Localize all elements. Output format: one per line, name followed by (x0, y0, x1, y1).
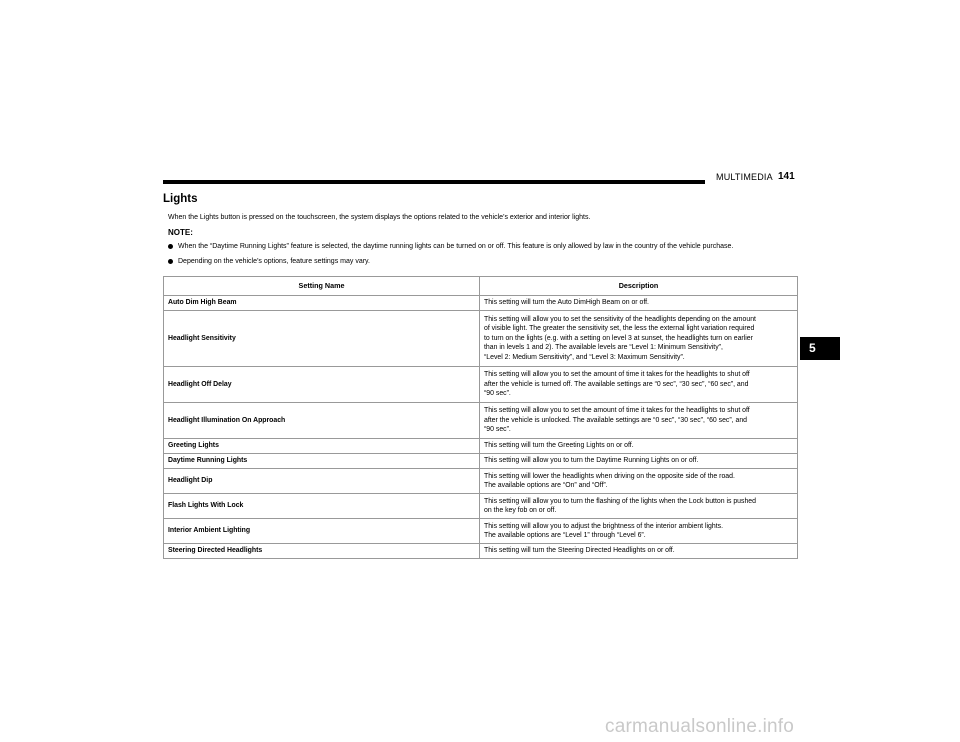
table-row (164, 367, 798, 403)
setting-name-cell: Headlight Off Delay (164, 367, 480, 403)
setting-name-cell: Auto Dim High Beam (164, 296, 480, 311)
note-bullet-text: When the “Daytime Running Lights” feature is selected, the daytime running lights can be turned on or off. This feature is only allowed by law in the country of the vehicle purchase. (178, 243, 734, 250)
description-cell: This setting will allow you to turn the flashing of the lights when the Lock button is pushed on the key fob on or off. (480, 494, 798, 519)
bullet-icon (168, 259, 173, 264)
note-bullet (168, 257, 733, 272)
setting-name-cell: Greeting Lights (164, 439, 480, 454)
description-cell: This setting will lower the headlights when driving on the opposite side of the road. The available options are “On” and “Off”. (480, 469, 798, 494)
watermark: carmanualsonline.info (605, 716, 795, 737)
setting-name-cell: Steering Directed Headlights (164, 544, 480, 559)
chapter-tab: 5 (800, 337, 840, 360)
setting-name-cell: Headlight Sensitivity (164, 311, 480, 367)
setting-name-cell: Headlight Illumination On Approach (164, 403, 480, 439)
setting-name-cell: Interior Ambient Lighting (164, 519, 480, 544)
description-cell: This setting will turn the Auto DimHigh Beam on or off. (480, 296, 798, 311)
table-row (164, 454, 798, 469)
bullet-icon (168, 244, 173, 249)
description-cell: This setting will turn the Greeting Lights on or off. (480, 439, 798, 454)
column-header-description: Description (480, 277, 798, 296)
description-cell: This setting will allow you to adjust the brightness of the interior ambient lights. The available options are “Level 1” through “Level 6”. (480, 519, 798, 544)
table-row (164, 469, 798, 494)
table-header-row (164, 277, 798, 296)
section-title: Lights (163, 193, 198, 205)
table-row (164, 544, 798, 559)
column-header-setting-name: Setting Name (164, 277, 480, 296)
page-number: 141 (778, 171, 795, 182)
description-cell: This setting will allow you to set the sensitivity of the headlights depending on the amount of visible light. The greater the sensitivity set, the less the external light variation required to turn on the lights (e.g. with a setting on level 3 at sunset, the headlights turn on earlier than in levels 1 and 2). The available levels are “Level 1: Minimum Sensitivity”, “Level 2: Medium Sensitivity”, and “Level 3: Maximum Sensitivity”. (480, 311, 798, 367)
table-row (164, 296, 798, 311)
intro-paragraph: When the Lights button is pressed on the touchscreen, the system displays the options related to the vehicle’s exterior and interior lights. (168, 214, 591, 221)
setting-name-cell: Headlight Dip (164, 469, 480, 494)
settings-table (163, 276, 798, 559)
running-header-section: MULTIMEDIA (716, 172, 773, 182)
setting-name-cell: Daytime Running Lights (164, 454, 480, 469)
description-cell: This setting will allow you to set the amount of time it takes for the headlights to shut off after the vehicle is turned off. The available settings are “0 sec”, “30 sec”, “60 sec”, and “90 sec”. (480, 367, 798, 403)
table-row (164, 494, 798, 519)
table-row (164, 403, 798, 439)
table-row (164, 439, 798, 454)
table-row (164, 311, 798, 367)
description-cell: This setting will turn the Steering Directed Headlights on or off. (480, 544, 798, 559)
note-bullet-text: Depending on the vehicle’s options, feature settings may vary. (178, 258, 370, 265)
description-cell: This setting will allow you to turn the Daytime Running Lights on or off. (480, 454, 798, 469)
table-row (164, 519, 798, 544)
description-cell: This setting will allow you to set the amount of time it takes for the headlights to shut off after the vehicle is unlocked. The available settings are “0 sec”, “30 sec”, “60 sec”, and “90 sec”. (480, 403, 798, 439)
note-label: NOTE: (168, 228, 193, 237)
note-bullets (168, 242, 733, 272)
note-bullet (168, 242, 733, 257)
setting-name-cell: Flash Lights With Lock (164, 494, 480, 519)
header-rule (163, 180, 705, 184)
